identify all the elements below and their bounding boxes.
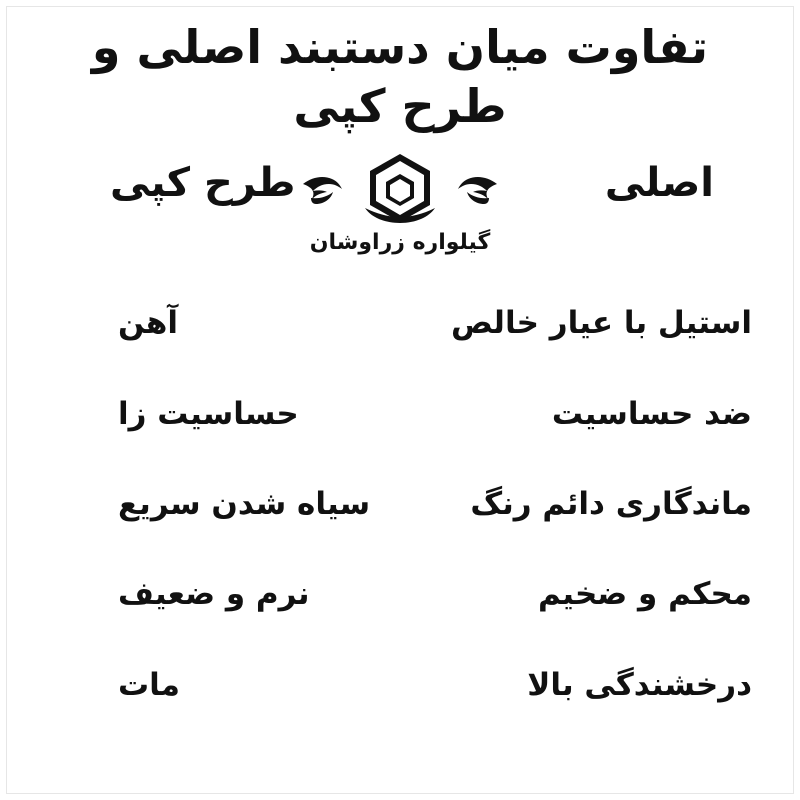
- brand-logo: [0, 150, 800, 255]
- row-copy-value: حساسیت زا: [118, 395, 299, 432]
- row-copy-value: مات: [118, 666, 180, 703]
- row-original-value: ضد حساسیت: [551, 395, 752, 432]
- row-original-value: استیل با عیار خالص: [451, 305, 752, 342]
- column-header-copy: طرح کپی: [110, 160, 296, 206]
- table-row: [0, 278, 800, 368]
- column-header-original: اصلی: [604, 160, 714, 206]
- row-copy-value: آهن: [118, 305, 179, 342]
- brand-name: گیلواره زراوشان: [309, 230, 491, 255]
- page-title: تفاوت میان دستبند اصلی و طرح کپی: [91, 20, 709, 133]
- row-original-value: درخشندگی بالا: [527, 666, 752, 703]
- table-row: [0, 368, 800, 458]
- row-original-value: محکم و ضخیم: [538, 576, 752, 613]
- comparison-rows: [0, 278, 800, 730]
- table-row: [0, 640, 800, 730]
- table-row: [0, 549, 800, 639]
- table-row: [0, 459, 800, 549]
- row-copy-value: نرم و ضعیف: [118, 576, 310, 613]
- row-copy-value: سیاه شدن سریع: [118, 486, 371, 523]
- hexagon-emblem-icon: [295, 150, 505, 228]
- row-original-value: ماندگاری دائم رنگ: [470, 486, 752, 523]
